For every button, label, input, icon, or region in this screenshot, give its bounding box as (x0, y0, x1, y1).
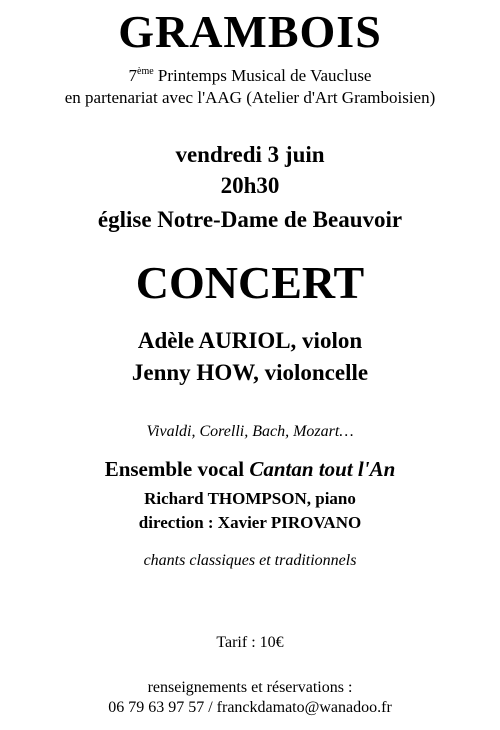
performer-violin: Adèle AURIOL, violon (137, 328, 363, 353)
performer-cello: Jenny HOW, violoncelle (131, 360, 369, 385)
director-line: direction : Xavier PIROVANO (138, 513, 362, 532)
composers-list: Vivaldi, Corelli, Bach, Mozart… (146, 423, 354, 440)
info-label: renseignements et réservations : (147, 679, 353, 696)
contact-line: 06 79 63 97 57 / franckdamato@wanadoo.fr (108, 699, 392, 716)
festival-name: Printemps Musical de Vaucluse (157, 66, 372, 85)
partnership-line: en partenariat avec l'AAG (Atelier d'Art Gramboisien) (64, 88, 436, 107)
town-title: GRAMBOIS (118, 6, 382, 57)
festival-number: 7 (128, 66, 137, 85)
ensemble-name: Cantan tout l'An (249, 457, 396, 481)
ticket-price: Tarif : 10€ (216, 634, 284, 651)
event-venue: église Notre-Dame de Beauvoir (97, 207, 403, 232)
event-date: vendredi 3 juin (175, 142, 325, 167)
repertoire-line: chants classiques et traditionnels (143, 552, 357, 569)
ensemble-line (0, 455, 500, 483)
pianist-line: Richard THOMPSON, piano (144, 489, 356, 508)
ensemble-prefix: Ensemble vocal (104, 457, 245, 481)
festival-line (0, 62, 500, 86)
event-type-heading: CONCERT (135, 257, 365, 308)
event-time: 20h30 (220, 173, 280, 198)
festival-ordinal-suffix: ème (137, 66, 154, 77)
